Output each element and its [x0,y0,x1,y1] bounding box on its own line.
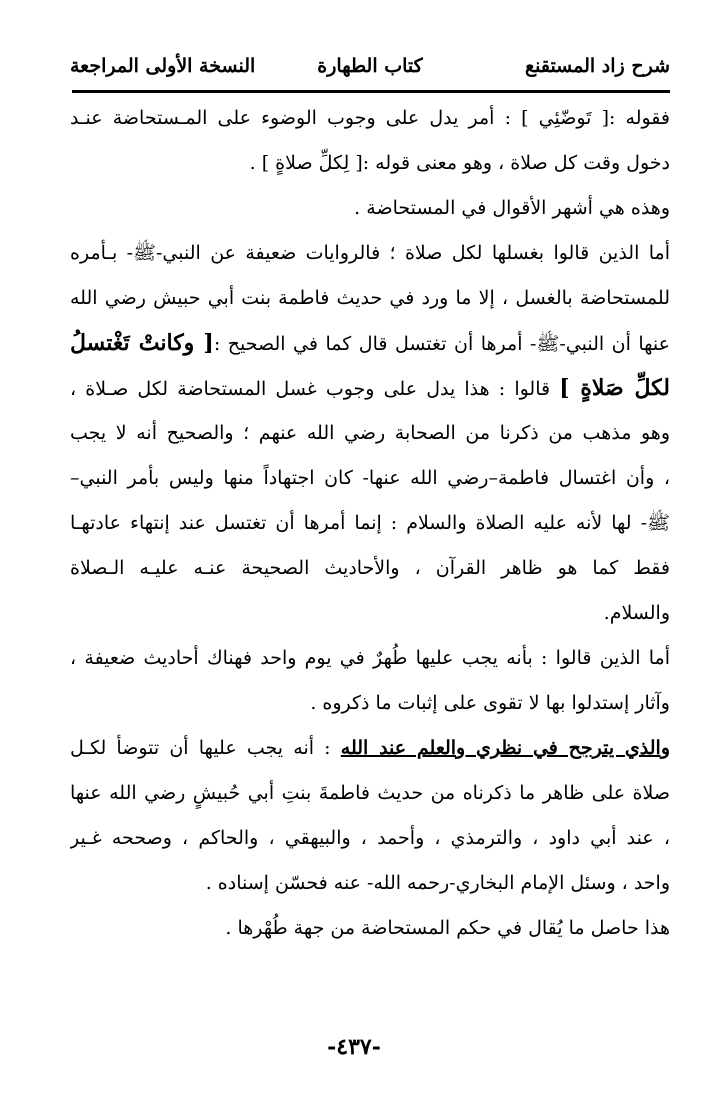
header-divider [72,90,670,93]
text-line [70,771,670,816]
text-line [70,366,670,411]
running-header [70,55,670,87]
text-line [70,411,670,456]
text-line [70,321,670,366]
text-run: فقط كما هو ظاهر القرآن ، والأحاديث الصحيحة عنـه عليـه الـصلاة [70,557,670,579]
header-edition-label: النسخة الأولى المراجعة [70,55,256,77]
text-line [70,96,670,141]
body-text [70,96,670,951]
text-run: واحد ، وسئل الإمام البخاري-رحمه الله- عنه فحسّن إسناده . [205,872,670,894]
emphasized-text: والذي يترجح في نظري والعلم عند الله [340,737,670,759]
text-run: قالوا : هذا يدل على وجوب غسل المستحاضة لكل صـلاة ، [70,378,560,400]
text-run: ، وأن اغتسال فاطمة–رضي الله عنها- كان اجتهاداً منها وليس بأمر النبي– [70,467,670,489]
text-line [70,546,670,591]
text-line [70,501,670,546]
text-run: والسلام. [603,602,670,624]
text-line [70,636,670,681]
text-line [70,231,670,276]
text-line [70,276,670,321]
header-chapter-title: كتاب الطهارة [317,55,423,77]
text-run: وهو مذهب من ذكرنا من الصحابة رضي الله عنهم ؛ والصحيح أنه لا يجب [70,422,670,444]
page-number: -٤٣٧- [327,1034,381,1060]
text-line [70,816,670,861]
text-run: ﷺ- لها لأنه عليه الصلاة والسلام : إنما أمرها أن تغتسل عند إنتهاء عادتهـا [70,512,670,534]
emphasized-text: [ وكانتْ تَغْتسلُ [70,330,214,356]
text-line [70,906,670,951]
text-run: فقوله :[ تَوضّئِي ] : أمر يدل على وجوب الوضوء على المـستحاضة عنـد [70,107,670,129]
text-line [70,591,670,636]
text-run: للمستحاضة بالغسل ، إلا ما ورد في حديث فاطمة بنت أبي حبيش رضي الله [70,287,670,309]
text-run: وهذه هي أشهر الأقوال في المستحاضة . [354,197,670,219]
text-run: ، عند أبي داود ، والترمذي ، وأحمد ، والبيهقي ، والحاكم ، وصححه غـير [70,827,670,849]
text-run: أما الذين قالوا : بأنه يجب عليها طُهرٌ في يوم واحد فهناك أحاديث ضعيفة ، [70,647,670,669]
header-book-title: شرح زاد المستقنع [524,55,670,77]
text-run: هذا حاصل ما يُقال في حكم المستحاضة من جهة طُهْرها . [225,917,670,939]
emphasized-text: لكلِّ صَلاةٍ ] [559,375,670,401]
text-run: عنها أن النبي-ﷺ- أمرها أن تغتسل قال كما في الصحيح : [213,333,670,355]
text-line [70,186,670,231]
text-line [70,681,670,726]
text-run: : أنه يجب عليها أن تتوضأ لكـل [70,737,341,759]
text-line [70,141,670,186]
text-run: دخول وقت كل صلاة ، وهو معنى قوله :[ لِكلِّ صلاةٍ ] . [249,152,670,174]
text-run: صلاة على ظاهر ما ذكرناه من حديث فاطمةَ بنتِ أبي حُبيشٍ رضي الله عنها [70,782,670,804]
text-line [70,726,670,771]
text-run: أما الذين قالوا بغسلها لكل صلاة ؛ فالروايات ضعيفة عن النبي-ﷺ- بـأمره [70,242,670,264]
text-line [70,456,670,501]
text-run: وآثار إستدلوا بها لا تقوى على إثبات ما ذكروه . [310,692,670,714]
text-line [70,861,670,906]
